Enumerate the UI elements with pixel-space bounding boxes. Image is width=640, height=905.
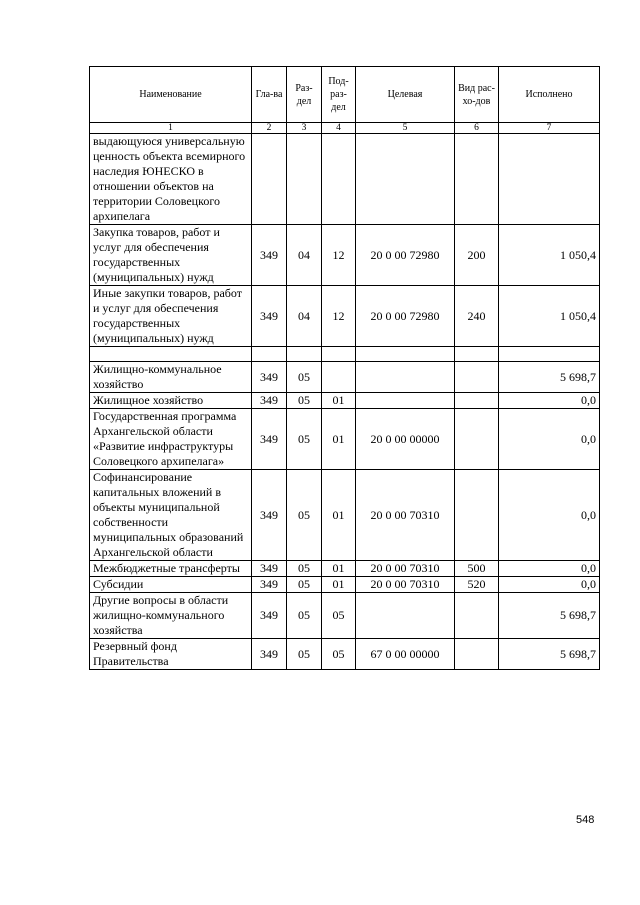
row-vid: 240 — [455, 286, 499, 347]
row-tselevaya: 20 0 00 00000 — [356, 409, 455, 470]
row-tselevaya: 20 0 00 70310 — [356, 470, 455, 561]
header-podrazdel-text: Под-раз-дел — [328, 76, 349, 113]
row-name: выдающуюся универсальную ценность объекта всемирного наследия ЮНЕСКО в отношении объектов на территории Соловецкого архипелага — [90, 134, 252, 225]
table-row — [90, 225, 600, 286]
row-razdel: 05 — [287, 593, 322, 639]
header-tselevaya: Целевая — [356, 67, 455, 123]
row-ispolneno: 0,0 — [499, 470, 600, 561]
header-glava — [252, 67, 287, 123]
row-ispolneno: 1 050,4 — [499, 286, 600, 347]
header-vid — [455, 67, 499, 123]
table-row — [90, 362, 600, 393]
row-razdel: 05 — [287, 639, 322, 670]
row-tselevaya: 20 0 00 72980 — [356, 225, 455, 286]
row-glava — [252, 134, 287, 225]
table-row — [90, 134, 600, 225]
row-razdel: 05 — [287, 393, 322, 409]
table-row — [90, 561, 600, 577]
row-glava: 349 — [252, 393, 287, 409]
row-tselevaya — [356, 393, 455, 409]
row-glava: 349 — [252, 470, 287, 561]
row-ispolneno: 0,0 — [499, 577, 600, 593]
row-tselevaya: 67 0 00 00000 — [356, 639, 455, 670]
column-number: 6 — [455, 123, 499, 134]
row-razdel — [287, 347, 322, 362]
table-row — [90, 286, 600, 347]
row-podrazdel: 05 — [322, 639, 356, 670]
row-vid — [455, 409, 499, 470]
row-tselevaya: 20 0 00 72980 — [356, 286, 455, 347]
row-vid — [455, 362, 499, 393]
row-vid — [455, 393, 499, 409]
table-row — [90, 639, 600, 670]
row-tselevaya: 20 0 00 70310 — [356, 561, 455, 577]
row-name: Субсидии — [90, 577, 252, 593]
row-razdel: 05 — [287, 577, 322, 593]
row-glava: 349 — [252, 409, 287, 470]
row-vid: 520 — [455, 577, 499, 593]
row-glava: 349 — [252, 225, 287, 286]
row-name: Межбюджетные трансферты — [90, 561, 252, 577]
row-podrazdel: 01 — [322, 561, 356, 577]
table-row — [90, 593, 600, 639]
column-number: 2 — [252, 123, 287, 134]
row-ispolneno: 5 698,7 — [499, 593, 600, 639]
row-name: Государственная программа Архангельской области «Развитие инфраструктуры Соловецкого архипелага» — [90, 409, 252, 470]
table-row — [90, 409, 600, 470]
row-razdel: 04 — [287, 286, 322, 347]
row-razdel — [287, 134, 322, 225]
row-ispolneno: 0,0 — [499, 393, 600, 409]
row-name: Софинансирование капитальных вложений в объекты муниципальной собственности муниципальных образований Архангельской области — [90, 470, 252, 561]
row-podrazdel: 12 — [322, 286, 356, 347]
row-vid — [455, 134, 499, 225]
header-razdel — [287, 67, 322, 123]
row-vid — [455, 470, 499, 561]
row-razdel: 05 — [287, 470, 322, 561]
column-number-row — [90, 123, 600, 134]
row-tselevaya — [356, 134, 455, 225]
column-number: 1 — [90, 123, 252, 134]
row-glava: 349 — [252, 639, 287, 670]
column-number: 5 — [356, 123, 455, 134]
row-vid — [455, 639, 499, 670]
table-row — [90, 470, 600, 561]
row-podrazdel — [322, 134, 356, 225]
row-podrazdel: 05 — [322, 593, 356, 639]
row-name: Другие вопросы в области жилищно-коммунального хозяйства — [90, 593, 252, 639]
row-podrazdel: 12 — [322, 225, 356, 286]
row-razdel: 04 — [287, 225, 322, 286]
row-tselevaya: 20 0 00 70310 — [356, 577, 455, 593]
table-row — [90, 393, 600, 409]
row-vid — [455, 347, 499, 362]
row-ispolneno: 1 050,4 — [499, 225, 600, 286]
row-glava: 349 — [252, 561, 287, 577]
row-ispolneno: 0,0 — [499, 561, 600, 577]
row-podrazdel: 01 — [322, 393, 356, 409]
header-row — [90, 67, 600, 123]
header-name: Наименование — [90, 67, 252, 123]
row-podrazdel — [322, 362, 356, 393]
table-row-empty — [90, 347, 600, 362]
header-glava-text: Гла-ва — [255, 89, 283, 100]
column-number: 4 — [322, 123, 356, 134]
row-podrazdel: 01 — [322, 409, 356, 470]
row-vid: 500 — [455, 561, 499, 577]
row-ispolneno: 0,0 — [499, 409, 600, 470]
row-name: Жилищное хозяйство — [90, 393, 252, 409]
row-podrazdel: 01 — [322, 577, 356, 593]
row-razdel: 05 — [287, 362, 322, 393]
row-name: Жилищно-коммунальное хозяйство — [90, 362, 252, 393]
row-name: Закупка товаров, работ и услуг для обеспечения государственных (муниципальных) нужд — [90, 225, 252, 286]
header-razdel-text: Раз-дел — [295, 82, 313, 107]
budget-table — [89, 66, 600, 670]
row-glava: 349 — [252, 362, 287, 393]
row-tselevaya — [356, 362, 455, 393]
column-number: 3 — [287, 123, 322, 134]
row-name — [90, 347, 252, 362]
page-number: 548 — [576, 814, 595, 826]
row-glava — [252, 347, 287, 362]
row-razdel: 05 — [287, 561, 322, 577]
row-tselevaya — [356, 347, 455, 362]
header-podrazdel — [322, 67, 356, 123]
row-ispolneno — [499, 134, 600, 225]
row-ispolneno: 5 698,7 — [499, 362, 600, 393]
row-ispolneno: 5 698,7 — [499, 639, 600, 670]
row-glava: 349 — [252, 593, 287, 639]
row-vid: 200 — [455, 225, 499, 286]
table-row — [90, 577, 600, 593]
row-glava: 349 — [252, 286, 287, 347]
header-vid-text: Вид рас-хо-дов — [458, 82, 495, 107]
row-ispolneno — [499, 347, 600, 362]
row-razdel: 05 — [287, 409, 322, 470]
header-ispolneno: Исполнено — [499, 67, 600, 123]
row-podrazdel: 01 — [322, 470, 356, 561]
row-podrazdel — [322, 347, 356, 362]
row-name: Резервный фонд Правительства — [90, 639, 252, 670]
row-vid — [455, 593, 499, 639]
row-tselevaya — [356, 593, 455, 639]
row-glava: 349 — [252, 577, 287, 593]
row-name: Иные закупки товаров, работ и услуг для обеспечения государственных (муниципальных) нужд — [90, 286, 252, 347]
column-number: 7 — [499, 123, 600, 134]
